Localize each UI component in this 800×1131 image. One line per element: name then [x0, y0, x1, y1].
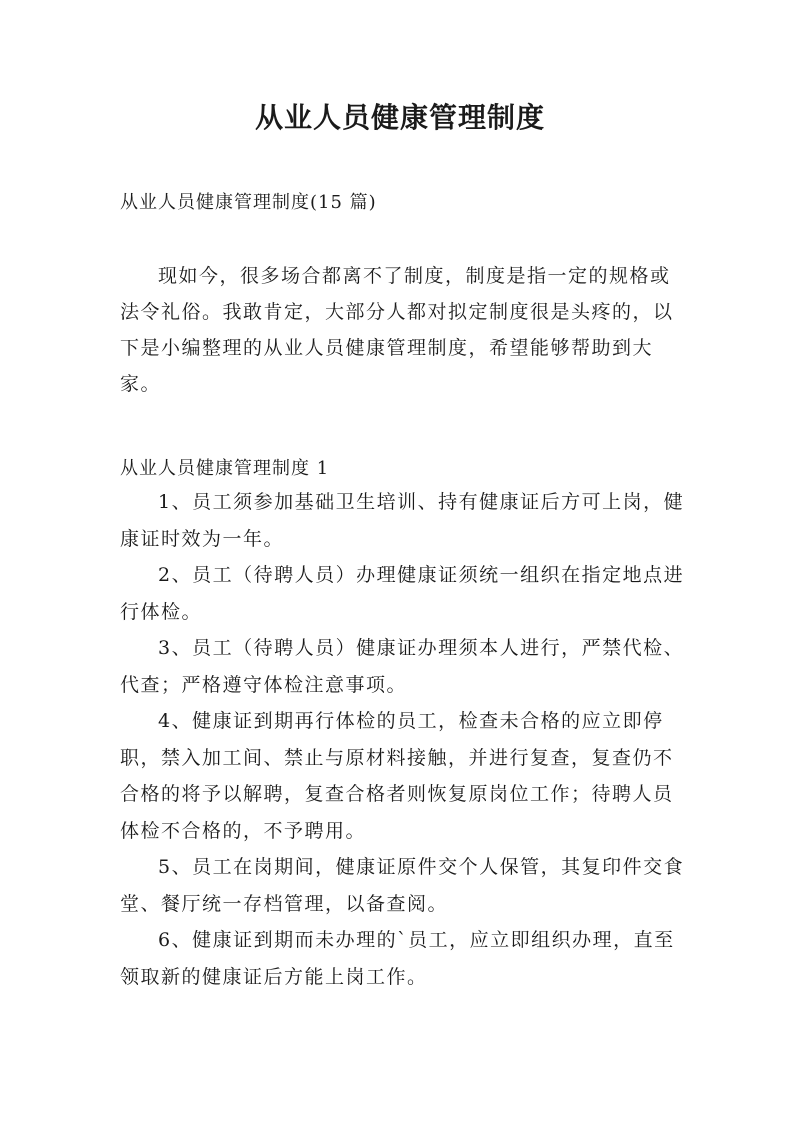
section-heading: 从业人员健康管理制度 1 — [120, 458, 330, 479]
rule-item-6: 6、健康证到期而未办理的`员工，应立即组织办理，直至领取新的健康证后方能上岗工作。 — [120, 929, 675, 988]
rule-item-4: 4、健康证到期再行体检的员工，检查未合格的应立即停职，禁入加工间、禁止与原材料接触，并进行复查，复查仍不合格的将予以解聘，复查合格者则恢复原岗位工作；待聘人员体检不合格的，不予聘用。 — [120, 710, 674, 842]
document-subtitle: 从业人员健康管理制度(15 篇) — [120, 192, 377, 213]
rule-item-5: 5、员工在岗期间，健康证原件交个人保管，其复印件交食堂、餐厅统一存档管理，以备查阅。 — [120, 856, 685, 915]
rule-item-3: 3、员工（待聘人员）健康证办理须本人进行，严禁代检、代查；严格遵守体检注意事项。 — [120, 637, 685, 696]
rule-item-2: 2、员工（待聘人员）办理健康证须统一组织在指定地点进行体检。 — [120, 564, 685, 623]
rules-list — [120, 484, 690, 995]
rule-item-1: 1、员工须参加基础卫生培训、持有健康证后方可上岗，健康证时效为一年。 — [120, 491, 685, 550]
intro-paragraph: 现如今，很多场合都离不了制度，制度是指一定的规格或法令礼俗。我敢肯定，大部分人都对拟定制度很是头疼的，以下是小编整理的从业人员健康管理制度，希望能够帮助到大家。 — [120, 265, 674, 395]
document-title: 从业人员健康管理制度 — [254, 101, 545, 134]
